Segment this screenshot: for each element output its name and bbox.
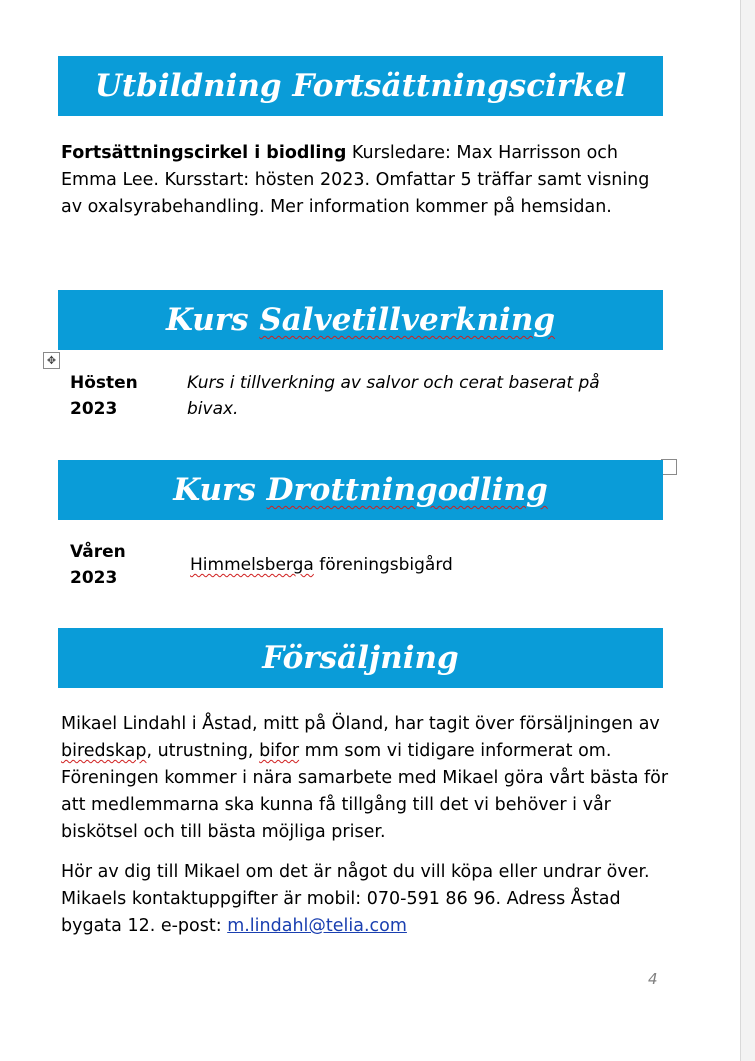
heading-utbildning [58,56,663,116]
move-arrows-icon[interactable]: ✥ [43,352,60,369]
heading-drottningodling [58,460,663,520]
bold-lead: Fortsättningscirkel i biodling [61,143,347,163]
email-link[interactable]: m.lindahl@telia.com [227,916,407,936]
paragraph-sales-2 [61,859,671,940]
queen-location [190,552,640,578]
sales-p2-text: Hör av dig till Mikael om det är något du vill köpa eller undrar över. Mikaels kontaktuppgifter är mobil: 070-591 86 96. Adress Åstad bygata 12. e-post: [61,862,650,936]
location-rest: föreningsbigård [313,555,453,575]
course-info: Kursledare: Max Harrisson och Emma Lee. Kursstart: hösten 2023. Omfattar 5 träffar samt visning av oxalsyrabehandling. Mer information kommer på hemsidan. [61,143,650,217]
page-number: 4 [648,970,658,988]
word-biredskap: biredskap [61,741,147,761]
heading-salve-part1: Kurs [165,302,260,338]
heading-utbildning-text: Utbildning Fortsättningscirkel [94,68,627,104]
heading-salve-part2: Salvetillverkning [259,302,556,338]
sales-p1-c: mm som vi tidigare informerat om. Föreningen kommer i nära samarbete med Mikael göra vårt bästa för att medlemmarna ska kunna få tillgång till det vi behöver i vår biskötsel och till bästa möjliga priser. [61,741,669,842]
word-bifor: bifor [259,741,300,761]
paragraph-fortsattningscirkel [61,140,671,221]
sales-p1-b: , utrustning, [146,741,260,761]
season-varen: Våren 2023 [70,542,126,588]
paragraph-sales-1 [61,711,671,846]
heading-queen-part2: Drottningodling [266,472,548,508]
heading-salvetillverkning [58,290,663,350]
sales-p1-a: Mikael Lindahl i Åstad, mitt på Öland, har tagit över försäljningen av [61,714,660,734]
season-hosten: Hösten 2023 [70,373,138,419]
heading-queen-part1: Kurs [173,472,267,508]
salve-description: Kurs i tillverkning av salvor och cerat baserat på bivax. [187,373,600,419]
heading-forsaljning [58,628,663,688]
location-himmelsberga: Himmelsberga [190,555,314,575]
resize-handle-icon[interactable] [661,459,677,475]
heading-forsaljning-text: Försäljning [262,640,459,676]
page-edge-scrollbar [740,0,755,1061]
